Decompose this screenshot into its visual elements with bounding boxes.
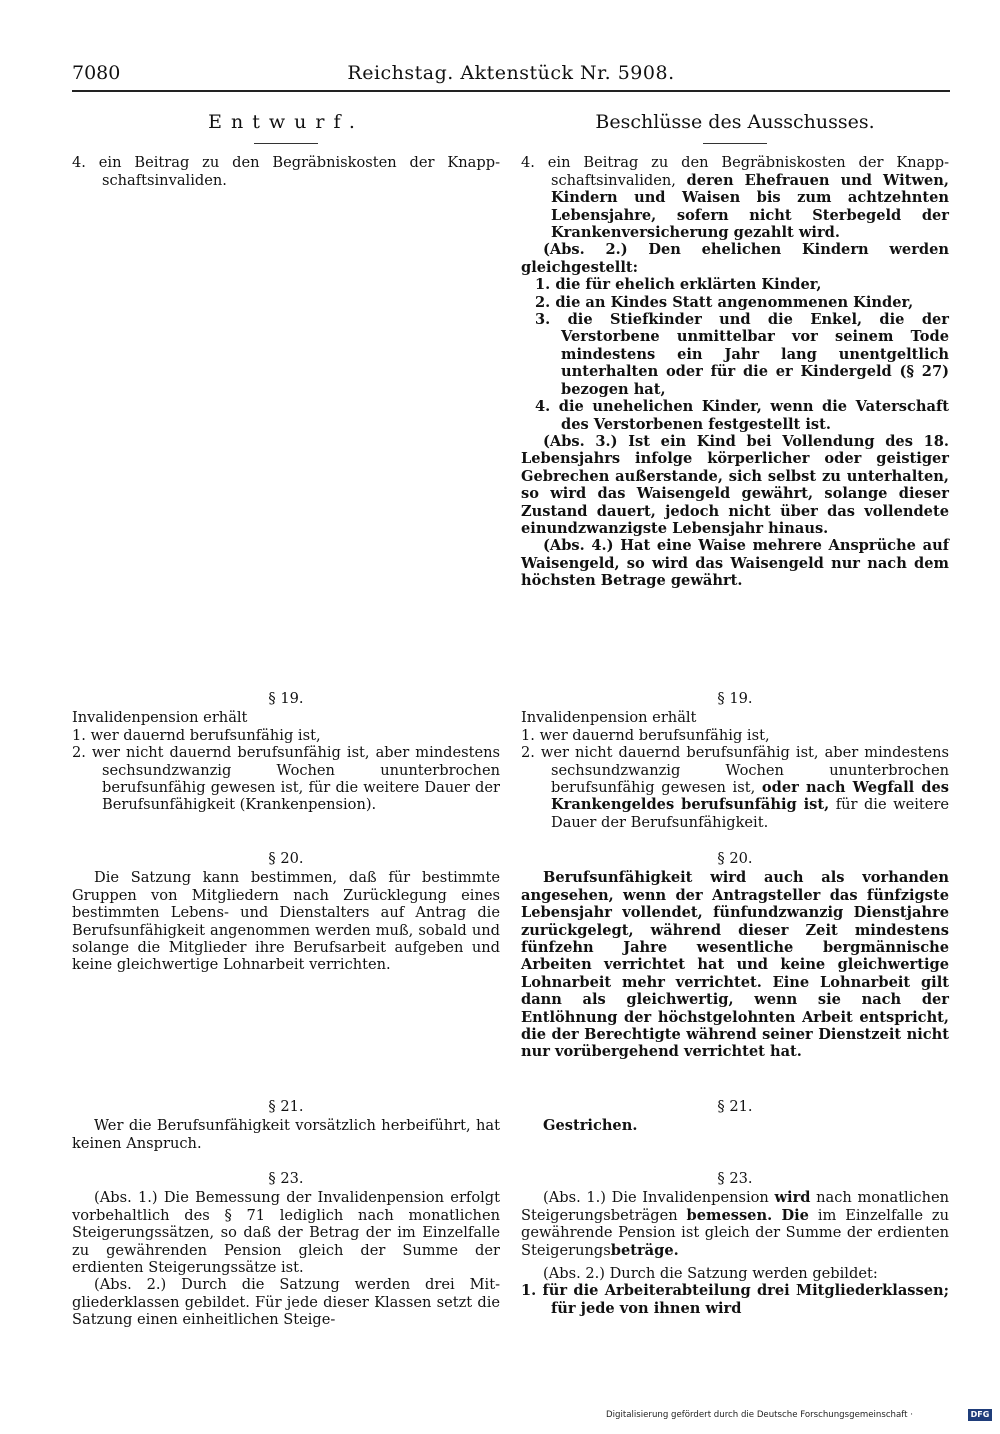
section-heading: § 21. xyxy=(717,1098,753,1115)
digitization-credit: Digitalisierung gefördert durch die Deutsche Forschungsgemeinschaft · xyxy=(606,1410,913,1420)
section-text: Gestrichen. xyxy=(543,1117,638,1135)
list-item: 4. die unehelichen Kinder, wenn die Vaterschaft des Verstorbenen festgestellt ist. xyxy=(535,398,949,433)
item-text-plain: für die weitere Dauer der Berufsunfähigkeit. xyxy=(551,796,949,831)
section-heading: § 19. xyxy=(268,690,304,707)
section-heading: § 19. xyxy=(717,690,753,707)
list-item: 1. für die Arbeiterabteilung drei Mitgliederklassen; für jede von ihnen wird xyxy=(521,1282,949,1317)
paragraph-abs-1 xyxy=(521,1189,949,1259)
list-item: 1. die für ehelich erklärten Kinder, xyxy=(535,276,822,294)
resolution-section-21 xyxy=(521,1098,949,1135)
text-run: nach monatlichen Steigerungsbeträgen xyxy=(521,1189,949,1224)
draft-item-4: 4. ein Beitrag zu den Begräbniskosten der Knappschaftsinvaliden. xyxy=(72,154,500,189)
text-run-added: bemessen. Die xyxy=(686,1206,809,1224)
list-item: 2. wer nicht dauernd berufsunfähig ist, aber mindestens sechsundzwanzig Wochen ununterbrochen berufsunfähig gewesen ist, für die weitere Dauer der Berufsunfähigkeit (Krankenpension). xyxy=(72,744,500,814)
item-text-plain: 4. ein Beitrag zu den Begräbniskosten der Knappschaftsinvaliden, xyxy=(521,154,949,189)
column-title-draft: Entwurf. xyxy=(208,111,364,133)
text-run: im Einzelfalle zu gewährende Pension ist gleich der Summe der erdienten Steigerungs xyxy=(521,1206,949,1259)
section-heading: § 23. xyxy=(717,1170,753,1187)
title-rule xyxy=(254,143,318,144)
dfg-logo: DFG xyxy=(968,1409,992,1421)
section-heading: § 21. xyxy=(268,1098,304,1115)
paragraph-abs-3: (Abs. 3.) Ist ein Kind bei Vollendung des 18. Lebensjahrs infolge körperlicher oder geistiger Gebrechen außerstande, sich selbst zu unterhalten, so wird das Waisengeld gewährt, solange dieser Zustand dauert, jedoch nicht über das vollendete einundzwanzigste Lebensjahr hinaus. xyxy=(521,432,949,537)
list-item xyxy=(521,744,949,831)
item-text-plain: 2. wer nicht dauernd berufsunfähig ist, aber mindestens sechsundzwanzig Wochen ununterbrochen berufsunfähig gewesen ist, xyxy=(521,744,949,797)
section-heading: § 23. xyxy=(268,1170,304,1187)
text-run-added: wird xyxy=(774,1189,811,1207)
page-header xyxy=(72,62,950,92)
column-draft xyxy=(72,108,500,1358)
draft-section-19 xyxy=(72,690,500,814)
section-intro: Invalidenpension erhält xyxy=(521,709,697,727)
resolution-section-19 xyxy=(521,690,949,831)
paragraph-abs-2: (Abs. 2.) Durch die Satzung werden drei Mitgliederklassen gebildet. Für jede dieser Klassen setzt die Satzung einen einheitlichen Steige- xyxy=(72,1276,500,1329)
resolution-item-4 xyxy=(521,154,949,241)
section-text: Berufsunfähigkeit wird auch als vorhanden angesehen, wenn der Antragsteller das fünfzigste Lebensjahr vollendet, fünfundzwanzig Dienstjahre zurückgelegt, während dieser Zeit mindestens fünfzehn Jahre wesentliche bergmännische Arbeiten verrichtet hat und keine gleichwertige Lohnarbeit mehr verrichtet. Eine Lohnarbeit gilt dann als gleichwertig, wenn sie nach der Entlöhnung der höchstgelohnten Arbeit entspricht, die der Berechtigte während seiner Dienstzeit nicht nur vorübergehend verrichtet hat. xyxy=(521,869,949,1061)
list-item: 1. wer dauernd berufsunfähig ist, xyxy=(521,726,770,744)
resolution-section-23 xyxy=(521,1170,949,1317)
paragraph-abs-2: (Abs. 2.) Durch die Satzung werden gebildet: xyxy=(543,1265,878,1283)
text-run-added: beträge. xyxy=(610,1241,679,1259)
column-title-resolutions: Beschlüsse des Ausschusses. xyxy=(595,111,875,133)
resolution-section-20 xyxy=(521,850,949,1061)
section-intro: Invalidenpension erhält xyxy=(72,709,248,727)
title-rule xyxy=(703,143,767,144)
item-text-added: oder nach Wegfall des Krankengeldes berufsunfähig ist, xyxy=(551,779,950,814)
item-text-added: deren Ehefrauen und Witwen, Kindern und Waisen bis zum achtzehnten Lebensjahre, sofern nicht Sterbegeld der Krankenversicherung gezahlt wird. xyxy=(551,171,949,242)
section-text: Die Satzung kann bestimmen, daß für bestimmte Gruppen von Mitgliedern nach Zurücklegung eines bestimmten Lebens- und Dienstalters auf Antrag die Berufsunfähigkeit angenommen werden muß, sobald und solange die Mitglieder ihre Berufsarbeit aufgeben und keine gleichwertige Lohnarbeit verrichten. xyxy=(72,869,500,974)
draft-section-20 xyxy=(72,850,500,974)
section-heading: § 20. xyxy=(717,850,753,867)
draft-section-23 xyxy=(72,1170,500,1329)
paragraph-abs-1: (Abs. 1.) Die Bemessung der Invalidenpension erfolgt vorbehaltlich des § 71 lediglich nach monatlichen Steigerungssätzen, so daß der Betrag der im Einzelfalle zu gewährenden Pension gleich der Summe der erdienten Steigerungssätze ist. xyxy=(72,1189,500,1277)
running-title: Reichstag. Aktenstück Nr. 5908. xyxy=(347,62,675,84)
paragraph-abs-2: (Abs. 2.) Den ehelichen Kindern werden gleichgestellt: xyxy=(521,241,949,276)
draft-section-21 xyxy=(72,1098,500,1152)
list-item: 3. die Stiefkinder und die Enkel, die der Verstorbene unmittelbar vor seinem Tode mindestens ein Jahr lang unentgeltlich unterhalten oder für die er Kindergeld (§ 27) bezogen hat, xyxy=(535,311,949,398)
list-item: 2. die an Kindes Statt angenommenen Kinder, xyxy=(535,293,914,311)
section-heading: § 20. xyxy=(268,850,304,867)
text-run: (Abs. 1.) Die Invalidenpension xyxy=(543,1189,775,1207)
paragraph-abs-4: (Abs. 4.) Hat eine Waise mehrere Ansprüche auf Waisengeld, so wird das Waisengeld nur nach dem höchsten Betrage gewährt. xyxy=(521,537,949,590)
page-number: 7080 xyxy=(72,62,121,84)
section-text: Wer die Berufsunfähigkeit vorsätzlich herbeiführt, hat keinen Anspruch. xyxy=(72,1117,500,1152)
column-resolutions xyxy=(521,108,949,1358)
list-item: 1. wer dauernd berufsunfähig ist, xyxy=(72,726,321,744)
